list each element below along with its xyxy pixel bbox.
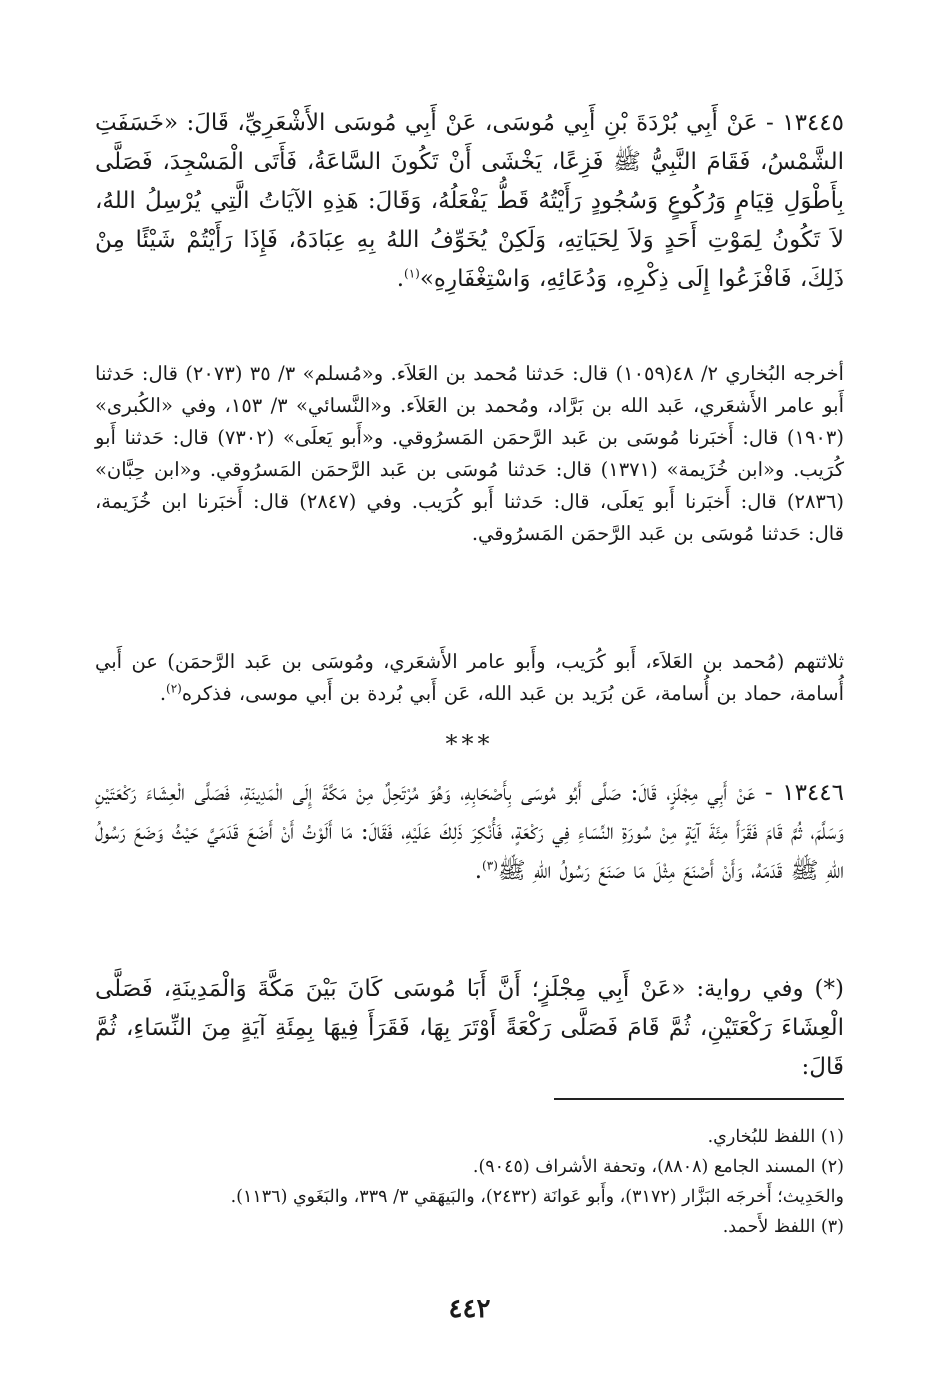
footnote-2-continued: والحَدِيث؛ أَخرجَه البَزَّار (٣١٧٢)، وأَبو عَوانَة (٢٤٣٢)، والبَيهَقي ٣/ ٣٣٩، والبَغَوي (١١٣٦). [230,1187,844,1207]
footnotes [95,1122,844,1242]
footnote-ref-2: (٢) [166,681,182,696]
section-separator: *** [445,730,494,758]
footnote-1: (١) اللفظ للبُخاري. [707,1127,844,1147]
hadith-1446: ١٣٤٤٦ - عَنْ أَبِي مِجْلَزٍ، قَالَ: صَلَّى أَبُو مُوسَى بِأَصْحَابِهِ، وَهُوَ مُرْتَحِلٌ مِنْ مَكَّةَ إِلَى الْمَدِينَةِ، فَصَلَّى الْعِشَاءَ رَكْعَتَيْنِ وَسَلَّمَ، ثُمَّ قَامَ فَقَرَأَ مِئَةَ آيَةٍ مِنْ سُورَةِ النِّسَاءِ فِي رَكْعَةٍ، فَأُنْكِرَ ذَلِكَ عَلَيْهِ، فَقَالَ: مَا أَلَوْتُ أَنْ أَضَعَ قَدَمَيَّ حَيْثُ وَضَعَ رَسُولُ اللهِ ﷺ قَدَمَهُ، وَأَنْ أَصْنَعَ مِثْلَ مَا صَنَعَ رَسُولُ اللهِ ﷺ$^{(٣)}$. [95,780,844,884]
hadith-1446-variant: (*) وفي رواية: «عَنْ أَبِي مِجْلَزٍ؛ أَنَّ أَبَا مُوسَى كَانَ بَيْنَ مَكَّةَ وَالْمَدِينَةِ، فَصَلَّى الْعِشَاءَ رَكْعَتَيْنِ، ثُمَّ قَامَ فَصَلَّى رَكْعَةً أَوْتَرَ بِهَا، فَقَرَأَ فِيهَا بِمِئَةِ آيَةٍ مِنَ النِّسَاءِ، ثُمَّ قَالَ: [95,976,844,1080]
footnote-2: (٢) المسند الجامع (٨٨٠٨)، وتحفة الأشراف (٩٠٤٥). [472,1157,844,1177]
takhrij-1445-summary: ثلاثتهم (مُحمد بن العَلاَء، أَبو كُرَيب، وأَبو عامر الأَشعَري، ومُوسَى بن عَبد الرَّحمَن) عن أَبي أُسامة، حماد بن أُسامة، عَن بُرَيد بن عَبد الله، عَن أَبي بُردة بن أَبي موسى، فذكره$^{(٢)}$. [95,650,844,705]
takhrij-summary-text: ثلاثتهم (مُحمد بن العَلاَء، أَبو كُرَيب، وأَبو عامر الأَشعَري، ومُوسَى بن عَبد الرَّحمَن) عن أَبي أُسامة، حماد بن أُسامة، عَن بُرَيد بن عَبد الله، عَن أَبي بُردة بن أَبي موسى، فذكره [95,650,844,705]
footnote-3: (٣) اللفظ لأَحمد. [722,1217,844,1237]
footnote-divider [554,1098,844,1100]
page-number: ٤٤٢ [448,1294,491,1324]
book-page [95,0,844,1381]
takhrij-1445: أخرجه البُخاري ٢/ ٤٨(١٠٥٩) قال: حَدثنا مُحمد بن العَلاَء. و«مُسلم» ٣/ ٣٥ (٢٠٧٣) قال: حَدثنا أَبو عامر الأَشعَري، عَبد الله بن بَرَّاد، ومُحمد بن العَلاَء. و«النَّسائي» ٣/ ١٥٣، وفي «الكُبرى» (١٩٠٣) قال: أَخبَرنا مُوسَى بن عَبد الرَّحمَن المَسرُوقي. و«أَبو يَعلَى» (٧٣٠٢) قال: حَدثنا أَبو كُرَيب. و«ابن خُزَيمة» (١٣٧١) قال: حَدثنا مُوسَى بن عَبد الرَّحمَن المَسرُوقي. و«ابن حِبَّان» (٢٨٣٦) قال: أَخبَرنا أَبو يَعلَى، قال: حَدثنا أَبو كُرَيب. وفي (٢٨٤٧) قال: أَخبَرنا ابن خُزَيمة، قال: حَدثنا مُوسَى بن عَبد الرَّحمَن المَسرُوقي. [95,362,844,545]
footnote-ref-1: (١) [404,266,420,281]
hadith-1445-text: ١٣٤٤٥ - عَنْ أَبِي بُرْدَةَ بْنِ أَبِي مُوسَى، عَنْ أَبِي مُوسَى الأَشْعَرِيِّ، قَالَ: «خَسَفَتِ الشَّمْسُ، فَقَامَ النَّبِيُّ ﷺ فَزِعًا، يَخْشَى أَنْ تَكُونَ السَّاعَةُ، فَأَتَى الْمَسْجِدَ، فَصَلَّى بِأَطْوَلِ قِيَامٍ وَرُكُوعٍ وَسُجُودٍ رَأَيْتُهُ قَطُّ يَفْعَلُهُ، وَقَالَ: هَذِهِ الآيَاتُ الَّتِي يُرْسِلُ اللهُ، لاَ تَكُونُ لِمَوْتِ أَحَدٍ وَلاَ لِحَيَاتِهِ، وَلَكِنْ يُخَوِّفُ اللهُ بِهِ عِبَادَهُ، فَإِذَا رَأَيْتُمْ شَيْئًا مِنْ ذَلِكَ، فَافْزَعُوا إِلَى ذِكْرِهِ، وَدُعَائِهِ، وَاسْتِغْفَارِهِ» [95,110,844,292]
hadith-1445: ١٣٤٤٥ - عَنْ أَبِي بُرْدَةَ بْنِ أَبِي مُوسَى، عَنْ أَبِي مُوسَى الأَشْعَرِيِّ، قَالَ: «خَسَفَتِ الشَّمْسُ، فَقَامَ النَّبِيُّ ﷺ فَزِعًا، يَخْشَى أَنْ تَكُونَ السَّاعَةُ، فَأَتَى الْمَسْجِدَ، فَصَلَّى بِأَطْوَلِ قِيَامٍ وَرُكُوعٍ وَسُجُودٍ رَأَيْتُهُ قَطُّ يَفْعَلُهُ، وَقَالَ: هَذِهِ الآيَاتُ الَّتِي يُرْسِلُ اللهُ، لاَ تَكُونُ لِمَوْتِ أَحَدٍ وَلاَ لِحَيَاتِهِ، وَلَكِنْ يُخَوِّفُ اللهُ بِهِ عِبَادَهُ، فَإِذَا رَأَيْتُمْ شَيْئًا مِنْ ذَلِكَ، فَافْزَعُوا إِلَى ذِكْرِهِ، وَدُعَائِهِ، وَاسْتِغْفَارِهِ»$^{(١)}$. [95,110,844,292]
footnote-ref-3: (٣) [482,858,498,873]
hadith-1446-text: ١٣٤٤٦ - عَنْ أَبِي مِجْلَزٍ، قَالَ: صَلَّى أَبُو مُوسَى بِأَصْحَابِهِ، وَهُوَ مُرْتَحِلٌ مِنْ مَكَّةَ إِلَى الْمَدِينَةِ، فَصَلَّى الْعِشَاءَ رَكْعَتَيْنِ وَسَلَّمَ، ثُمَّ قَامَ فَقَرَأَ مِئَةَ آيَةٍ مِنْ سُورَةِ النِّسَاءِ فِي رَكْعَةٍ، فَأُنْكِرَ ذَلِكَ عَلَيْهِ، فَقَالَ: مَا أَلَوْتُ أَنْ أَضَعَ قَدَمَيَّ حَيْثُ وَضَعَ رَسُولُ اللهِ ﷺ قَدَمَهُ، وَأَنْ أَصْنَعَ مِثْلَ مَا صَنَعَ رَسُولُ اللهِ ﷺ [95,780,844,884]
